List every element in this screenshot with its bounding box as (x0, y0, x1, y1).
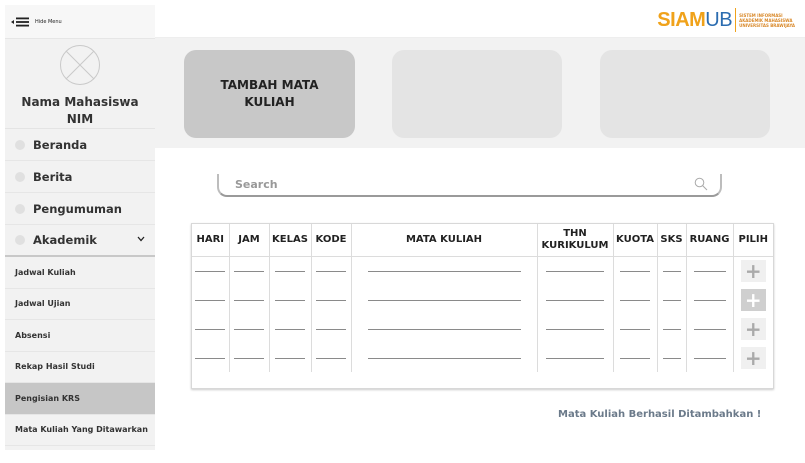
column-header-kelas: KELAS (269, 224, 311, 256)
cell-pilih (733, 285, 773, 314)
cell-placeholder (192, 314, 229, 343)
cell-placeholder (229, 314, 269, 343)
add-course-button[interactable]: + (741, 347, 766, 369)
sidebar-item-label: Berita (33, 169, 73, 184)
top-bar (155, 0, 805, 38)
cell-pilih (733, 314, 773, 343)
cell-placeholder (537, 314, 613, 343)
bullet-icon (15, 204, 25, 214)
cell-pilih (733, 343, 773, 372)
action-card-2[interactable] (392, 50, 562, 138)
column-header-kuota: KUOTA (613, 224, 657, 256)
avatar (60, 45, 100, 85)
profile-section (5, 39, 155, 129)
cell-placeholder (269, 256, 311, 285)
sidebar-subitem-label: Absensi (15, 330, 51, 340)
cell-placeholder (311, 285, 351, 314)
sidebar-subitem-absensi[interactable] (5, 320, 155, 352)
cell-placeholder (686, 285, 733, 314)
sidebar-subitem-rekap-hasil-studi[interactable] (5, 352, 155, 384)
column-header-ruang: RUANG (686, 224, 733, 256)
cell-placeholder (657, 285, 686, 314)
add-course-button[interactable]: + (741, 318, 766, 340)
cell-placeholder (192, 285, 229, 314)
cell-placeholder (192, 343, 229, 372)
column-header-mata-kuliah: MATA KULIAH (351, 224, 537, 256)
cell-placeholder (613, 314, 657, 343)
cell-placeholder (269, 285, 311, 314)
table-header-row (192, 224, 773, 256)
cell-placeholder (269, 343, 311, 372)
sidebar-item-akademik[interactable] (5, 225, 155, 257)
hamburger-menu-icon (11, 17, 29, 27)
sidebar-item-label: Akademik (33, 233, 97, 247)
logo-siam-text: SIAM (657, 8, 706, 31)
student-name: Nama Mahasiswa (21, 95, 139, 109)
logo-tagline-line: UNIVERSITAS BRAWIJAYA (739, 22, 795, 28)
bullet-icon (15, 235, 25, 245)
hide-menu-button[interactable] (5, 5, 155, 39)
table-row (192, 256, 773, 285)
column-header-sks: SKS (657, 224, 686, 256)
logo-tagline-line: SISTEM INFORMASI (739, 12, 783, 18)
hide-menu-label: Hide Menu (35, 18, 62, 25)
add-course-button[interactable]: + (741, 289, 766, 311)
table-row (192, 343, 773, 372)
sidebar-subitem-jadwal-kuliah[interactable] (5, 257, 155, 289)
success-message: Mata Kuliah Berhasil Ditambahkan ! (558, 409, 762, 420)
sidebar-item-label: Pengumuman (33, 201, 122, 216)
cell-pilih (733, 256, 773, 285)
sidebar-subitem-label: Pengisian KRS (15, 393, 80, 403)
sidebar-subitem-mata-kuliah-ditawarkan[interactable] (5, 415, 155, 447)
cell-placeholder (686, 256, 733, 285)
chevron-down-icon (137, 235, 145, 245)
sidebar-subitem-label: Mata Kuliah Yang Ditawarkan (15, 425, 148, 435)
cell-placeholder (351, 314, 537, 343)
sidebar-subitem-jadwal-ujian[interactable] (5, 289, 155, 321)
cell-placeholder (229, 285, 269, 314)
logo-tagline (739, 13, 795, 28)
sidebar (5, 5, 155, 450)
sidebar-subitem-label: Jadwal Ujian (15, 299, 71, 309)
tambah-mata-kuliah-card[interactable] (184, 50, 355, 138)
card-label: TAMBAH MATA KULIAH (220, 78, 319, 109)
cell-placeholder (311, 343, 351, 372)
column-header-thn-kurikulum: THN KURIKULUM (537, 224, 613, 256)
sidebar-subitem-label: Jadwal Kuliah (15, 267, 76, 277)
sidebar-subitem-label: Rekap Hasil Studi (15, 362, 95, 372)
course-table (191, 223, 774, 389)
cell-placeholder (613, 343, 657, 372)
cell-placeholder (311, 256, 351, 285)
logo-tagline-line: AKADEMIK MAHASISWA (739, 17, 793, 23)
cell-placeholder (657, 314, 686, 343)
column-header-jam: JAM (229, 224, 269, 256)
column-header-pilih: PILIH (733, 224, 773, 256)
search-icon[interactable] (694, 176, 708, 195)
cell-placeholder (613, 285, 657, 314)
sidebar-subitem-pengisian-krs[interactable] (5, 383, 155, 415)
cell-placeholder (657, 343, 686, 372)
logo-divider (735, 8, 736, 32)
bullet-icon (15, 140, 25, 150)
cell-placeholder (229, 256, 269, 285)
cell-placeholder (269, 314, 311, 343)
student-nim: NIM (66, 112, 94, 126)
cell-placeholder (537, 256, 613, 285)
sidebar-item-beranda[interactable] (5, 129, 155, 161)
action-card-3[interactable] (600, 50, 770, 138)
cell-placeholder (686, 314, 733, 343)
add-course-button[interactable]: + (741, 260, 766, 282)
sidebar-item-berita[interactable] (5, 161, 155, 193)
table-row (192, 285, 773, 314)
sidebar-item-pengumuman[interactable] (5, 193, 155, 225)
table-row (192, 314, 773, 343)
siamub-logo (657, 7, 795, 33)
cell-placeholder (657, 256, 686, 285)
cell-placeholder (686, 343, 733, 372)
search-bar (217, 174, 722, 197)
cell-placeholder (311, 314, 351, 343)
cell-placeholder (192, 256, 229, 285)
cell-placeholder (229, 343, 269, 372)
column-header-hari: HARI (192, 224, 229, 256)
cell-placeholder (351, 285, 537, 314)
search-input[interactable] (235, 178, 675, 191)
cell-placeholder (613, 256, 657, 285)
cell-placeholder (537, 343, 613, 372)
bullet-icon (15, 172, 25, 182)
cell-placeholder (351, 343, 537, 372)
column-header-kode: KODE (311, 224, 351, 256)
cell-placeholder (537, 285, 613, 314)
action-cards-band (155, 38, 805, 148)
logo-ub-text: UB (705, 8, 733, 31)
sidebar-item-label: Beranda (33, 137, 88, 152)
cell-placeholder (351, 256, 537, 285)
